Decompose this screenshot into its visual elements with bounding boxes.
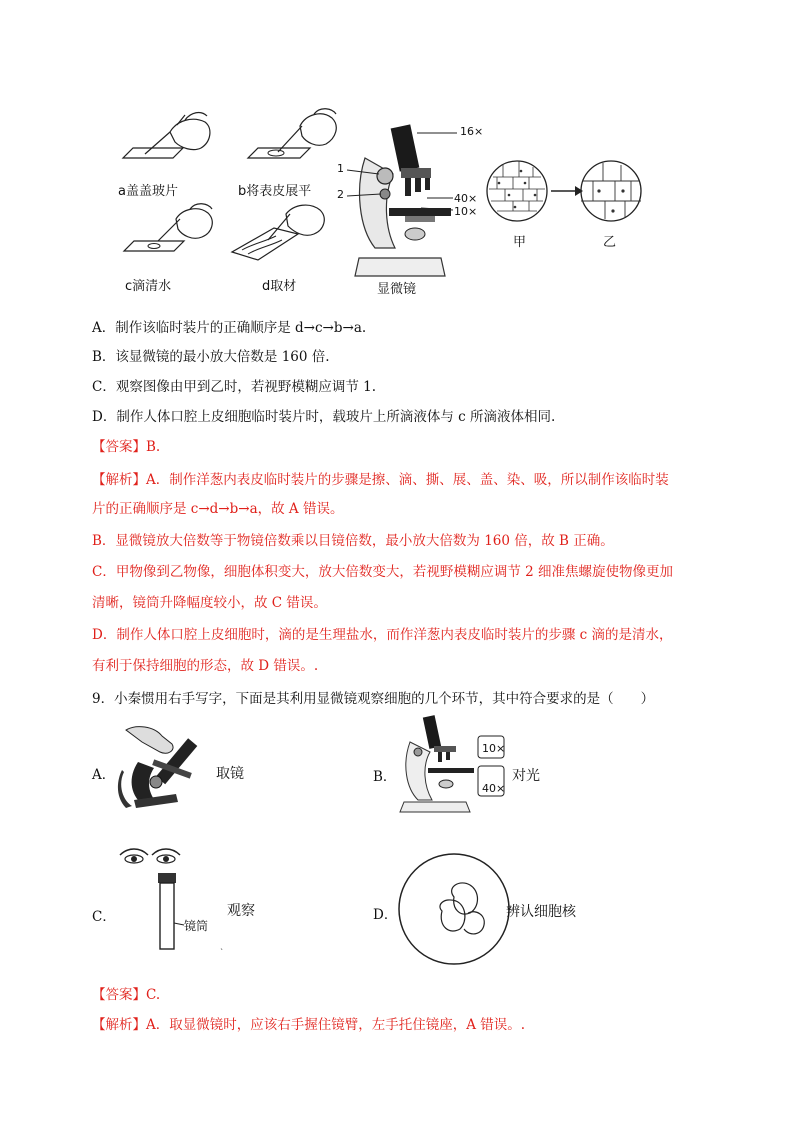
- q9-option-b-caption: 对光: [512, 768, 540, 784]
- q8-analysis-line-3: B．显微镜放大倍数等于物镜倍数乘以目镜倍数，最小放大倍数为 160 倍，故 B 正确。: [92, 533, 614, 549]
- q8-analysis-line-4: C．甲物像到乙物像，细胞体积变大，放大倍数变大，若视野模糊应调节 2 细准焦螺旋使物像更加: [92, 564, 673, 580]
- q9-option-c-letter: C．: [92, 909, 116, 925]
- step-d-label: d取材: [262, 279, 297, 294]
- objective-high-label: 40×: [454, 192, 478, 205]
- step-d-illustration: [228, 200, 338, 275]
- q9-option-d-illustration: [398, 853, 518, 973]
- svg-text:`: `: [220, 948, 224, 957]
- q8-option-b: B．该显微镜的最小放大倍数是 160 倍.: [92, 349, 330, 365]
- q8-analysis-line-2: 片的正确顺序是 c→d→b→a，故 A 错误。: [92, 501, 344, 517]
- q8-option-a: A．制作该临时装片的正确顺序是 d→c→b→a.: [92, 320, 367, 336]
- q9-option-c-illustration: [118, 845, 228, 955]
- microscope-caption: 显微镜: [377, 282, 417, 297]
- q9-stem: 9．小秦惯用右手写字，下面是其利用显微镜观察细胞的几个环节，其中符合要求的是（ ）: [92, 691, 655, 707]
- q9-option-a-illustration: [118, 722, 218, 810]
- eyepiece-label: 16×: [460, 125, 484, 138]
- q9-option-c-tube-label: 镜筒: [184, 919, 209, 933]
- q8-option-d: D．制作人体口腔上皮细胞临时装片时，载玻片上所滴液体与 c 所滴液体相同.: [92, 409, 556, 425]
- q9-analysis: 【解析】A．取显微镜时，应该右手握住镜臂，左手托住镜座，A 错误。.: [92, 1017, 526, 1033]
- q8-answer: 【答案】B.: [92, 439, 161, 455]
- q9-option-d-letter: D．: [373, 907, 398, 923]
- q8-analysis-line-6: D．制作人体口腔上皮细胞时，滴的是生理盐水，而作洋葱内表皮临时装片的步骤 c 滴的是清水，: [92, 627, 673, 643]
- q9-option-b-illustration: [400, 712, 515, 812]
- view-jia-label: 甲: [513, 235, 527, 250]
- q9-option-b-letter: B．: [373, 769, 397, 785]
- q9-option-a-caption: 取镜: [216, 766, 244, 782]
- step-a-label: a盖盖玻片: [118, 184, 178, 199]
- step-b-label: b将表皮展平: [238, 184, 312, 199]
- q8-option-c: C．观察图像由甲到乙时，若视野模糊应调节 1.: [92, 379, 377, 395]
- step-c-illustration: [118, 205, 228, 275]
- q9-option-b-tag-40x: 40×: [482, 782, 506, 795]
- microscope-part-1-label: 1: [337, 162, 344, 175]
- q9-option-d-caption: 辨认细胞核: [506, 904, 576, 920]
- q8-analysis-line-1: 【解析】A．制作洋葱内表皮临时装片的步骤是擦、滴、撕、展、盖、染、吸，所以制作该临时装: [92, 472, 669, 488]
- microscope-part-2-label: 2: [337, 188, 344, 201]
- cell-views-illustration: [485, 155, 645, 230]
- q8-analysis-line-7: 有利于保持细胞的形态，故 D 错误。.: [92, 658, 319, 674]
- step-a-illustration: [115, 110, 225, 180]
- step-c-label: c滴清水: [125, 279, 172, 294]
- view-yi-label: 乙: [603, 235, 617, 250]
- step-b-illustration: [240, 108, 350, 180]
- q9-option-b-tag-10x: 10×: [482, 742, 506, 755]
- q9-answer: 【答案】C.: [92, 987, 161, 1003]
- q9-option-c-caption: 观察: [227, 903, 255, 919]
- q9-option-a-letter: A．: [92, 767, 116, 783]
- q8-analysis-line-5: 清晰，镜筒升降幅度较小，故 C 错误。: [92, 595, 327, 611]
- objective-low-label: 10×: [454, 205, 478, 218]
